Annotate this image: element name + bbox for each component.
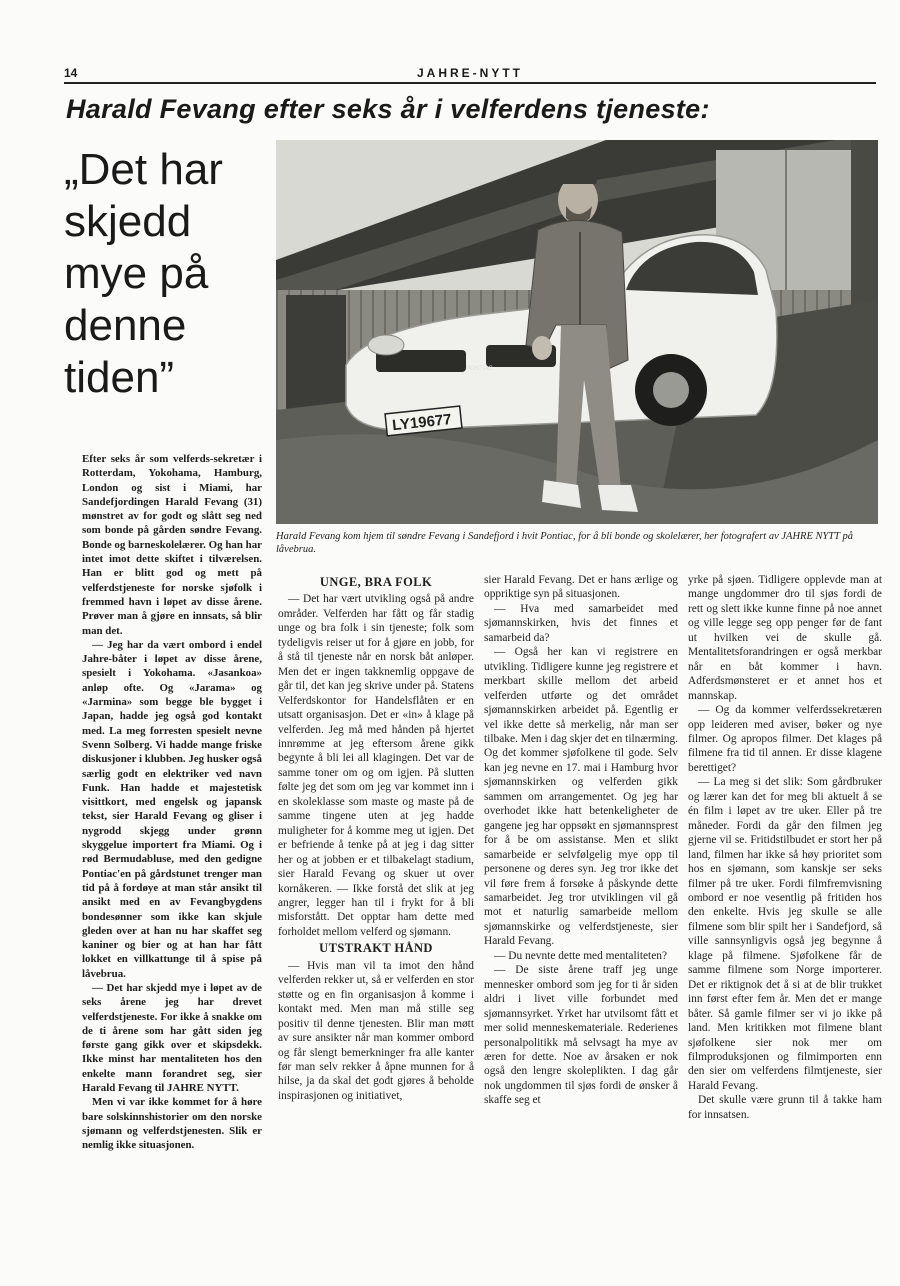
pull-quote-line: mye på [64,249,209,298]
article-headline: Harald Fevang efter seks år i velferdens tjeneste: [66,94,710,124]
body-paragraph: Efter seks år som velferds-sekretær i Rotterdam, Yokohama, Hamburg, London og sist i Miami, har Sandefjordingen Harald Fevang (31) mønstret av for godt og slått seg ned som bonde på gården søndre Fevang. Bonde og barneskolelærer. Og han har intet imot dette skiftet i tilværelsen. Han er blitt god og mett på velferdstjeneste for norske sjøfolk i fremmed havn i løpet av disse årene. Prøver man å gjøre en innsats, så blir man det. [82,453,262,637]
body-paragraph: yrke på sjøen. Tidligere opplevde man at mange ungdommer dro til sjøs fordi de rett og slett ikke kunne finne på noe annet og ville legge seg opp penger før de fant ut hvilken vei de skulle gå. Mentalitetsforandringen er også merkbar når en båt kommer i havn. Adferdsmønsteret er et annet hos et mannskap. [688,574,882,702]
pull-quote-line: denne [64,301,187,350]
article-photo [276,140,878,524]
body-paragraph: Det skulle være grunn til å takke ham for innsatsen. [688,1094,882,1121]
body-paragraph: — La meg si det slik: Som gårdbruker og lærer kan det for meg bli aktuelt å se én film i løpet av tre uker. Eller på tre måneder. Fordi da går den filmen jeg gjerne vil se. Fritidstilbudet er stort her på land, filmen har ikke så høy prioritet som hos en sjømann, som kanskje ser seks filmer på tre uker. Fordi filmfremvisning ombord er noe vesentlig på fritiden hos den enkelte. Hvis jeg skulle se alle filmene som blir spilt her i Sandefjord, så ville sannsynligvis også jeg begynne å klage på filmene. Sjøfolkene får de samme filmene som Norge importerer. Det er riktignok det å si at de blir trukket inn først efter fem år. Men det er mange båter. Så gamle filmer ser vi jo ikke på land. Men kritikken mot filmene blant sjøfolkene sier nok mer om filmproduksjonen og filmimporten enn den sier om velferdens filmtjeneste, sier Harald Fevang. [688,776,882,1092]
body-paragraph: Men vi var ikke kommet for å høre bare solskinnshistorier om den norske sjømann og velferdstjenesten. Slik er nemlig ikke situasjonen. [82,1096,262,1152]
column-3 [484,573,678,1108]
photo-illustration [276,140,878,524]
column-4 [688,573,882,1122]
pull-quote-line: skjedd [64,197,192,246]
body-paragraph: — Jeg har da vært ombord i endel Jahre-båter i løpet av disse årene, spesielt i Yokohama. «Jasankoa» anløp ofte. Og «Jarama» og «Jarmina» som begge ble bygget i Japan, hadde jeg også god kontakt med. La meg forresten spesielt nevne Svenn Solberg. Vi hadde mange friske diskusjoner i klubben. Jeg husker også særlig godt en elektriker ved navn Funk. Han hadde et majestetisk visittkort, med engelsk og japansk tekst, sier Harald Fevang og gliser i nygrodd skjegg under grønn skyggelue importert fra Miami. Og i rød Bermudabluse, med den gedigne Pontiac'en på gårdstunet trenger man tid på å fordøye at man står ansikt til ansikt med en av Fevangbygdens bondesønner som ikke kan skjule gleden over at han nu har skaffet seg kaniner og bier og at han har fått lokket en villkattunge til å spise på låvebrua. [82,638,262,980]
pull-quote-line: tiden” [64,353,175,402]
body-paragraph: — Hva med samarbeidet med sjømannskirken, hvis det finnes et samarbeid da? [484,602,678,644]
body-paragraph: — Det har vært utvikling også på andre områder. Velferden har fått og får stadig unge og bra folk i sin tjeneste; folk som tydeligvis reiser ut for å gjøre en jobb, for å stå til tjeneste når en norsk båt anløper. Men det er ingen takknemlig oppgave de går til, det kan jeg skrive under på. Statens Velferdskontor for Handelsflåten er en utsatt organisasjon. Det er «in» å klage på velferden. Jeg må med hånden på hjertet innrømme at jeg eftersom årene gikk begynte å bli lei all klagingen. Det var de samme toner om og om igjen. På slutten følte jeg det som om jeg var kommet inn i en skoleklasse som maste og maste på de samme tingene uten at jeg hadde muligheter for å komme meg ut igjen. Det er befriende å tenke på at jeg i dag sitter her og at jobben er et tilbakelagt stadium, sier Harald Fevang og skuer ut over kornåkeren. — Ikke forstå det slik at jeg angrer, legger han til i frykt for å bli misforstått. Det opptar ham dette med forholdet mellom velferd og sjømann. [278,593,474,938]
body-paragraph: — Hvis man vil ta imot den hånd velferden rekker ut, så er velferden en stor støtte og en fin organisasjon å komme i kontakt med. Men man må stille seg positiv til denne tjenesten. Blir man møtt av sure ansikter når man kommer ombord og får slengt bemerkninger fra alle kanter før man selv rekker å åpne munnen for å hilse, ja da skal det godt gjøres å beholde inspirasjonen og initiativet, [278,959,474,1102]
body-paragraph: — Og da kommer velferdssekretæren opp leideren med aviser, bøker og nye filmer. Og apropos filmer. Det klages på filmene fra tid til annen. Er disse klagene berettiget? [688,704,882,774]
car-badge: PONTIAC [466,366,493,372]
pull-quote-line: „Det har [64,145,223,194]
photo-caption: Harald Fevang kom hjem til søndre Fevang i Sandefjord i hvit Pontiac, for å bli bonde og skolelærer, her fotografert av JAHRE NYTT på låvebrua. [276,531,853,555]
body-paragraph: sier Harald Fevang. Det er hans ærlige og oppriktige syn på situasjonen. [484,574,678,601]
body-paragraph: — Du nevnte dette med mentaliteten? [494,949,668,962]
header-rule [64,82,876,84]
body-paragraph: — Også her kan vi registrere en utvikling. Tidligere kunne jeg registrere et merkbart skille mellom det arbeid velferden utførte og det området sjømannskirken arbeidet på. Egentlig er vel ikke dette så merkelig, når man ser tilbake. Men i dag skjer det en tilnærming. Og det kommer sjøfolkene til gode. Selv kan jeg nevne en 17. mai i Hamburg hvor sjømannskirken og velferden gikk sammen om arrangementet. Og jeg har overhodet ikke hatt betenkeligheter de gangene jeg har oppsøkt en sjømannsprest for å be om assistanse. Men et slikt samarbeide er selvfølgelig mye opp til personene og deres syn. Jeg tror ikke det vil føre frem å forsøke å påskynde dette samarbeidet. Jeg tror utviklingen vil gå mot et naturlig samarbeide mellom sjømannskirke og velferdstjeneste, sier Harald Fevang. [484,646,678,948]
page-header [64,64,876,80]
page-number: 14 [64,66,78,80]
body-paragraph: — Det har skjedd mye i løpet av de seks årene jeg har drevet velferdstjeneste. For ikke å snakke om de ti årene som har gått siden jeg første gang gikk over et skipsdekk. Ikke minst har mentaliteten hos den enkelte mann forandret seg, sier Harald Fevang til JAHRE NYTT. [82,981,262,1095]
subheading: UNGE, BRA FOLK [319,575,433,589]
subheading: UTSTRAKT HÅND [319,941,433,956]
license-plate: LY19677 [391,411,453,435]
column-2 [278,573,474,1103]
body-paragraph: — De siste årene traff jeg unge mennesker ombord som jeg for ti år siden aldri i livet ville forbundet med sjømannsyrket. Yrket har utvilsomt fått et mer solid menneskemateriale. Rederienes personalpolitikk må selvsagt ha mye av æren for dette. Noe av årsaken er nok også den lengre skoleplikten. I dag går nok ungdommen til sjøs fordi de ønsker å skaffe seg et [484,964,678,1107]
column-1 [82,452,262,1153]
publication-title: JAHRE-NYTT [416,66,523,80]
pull-quote [64,144,269,404]
